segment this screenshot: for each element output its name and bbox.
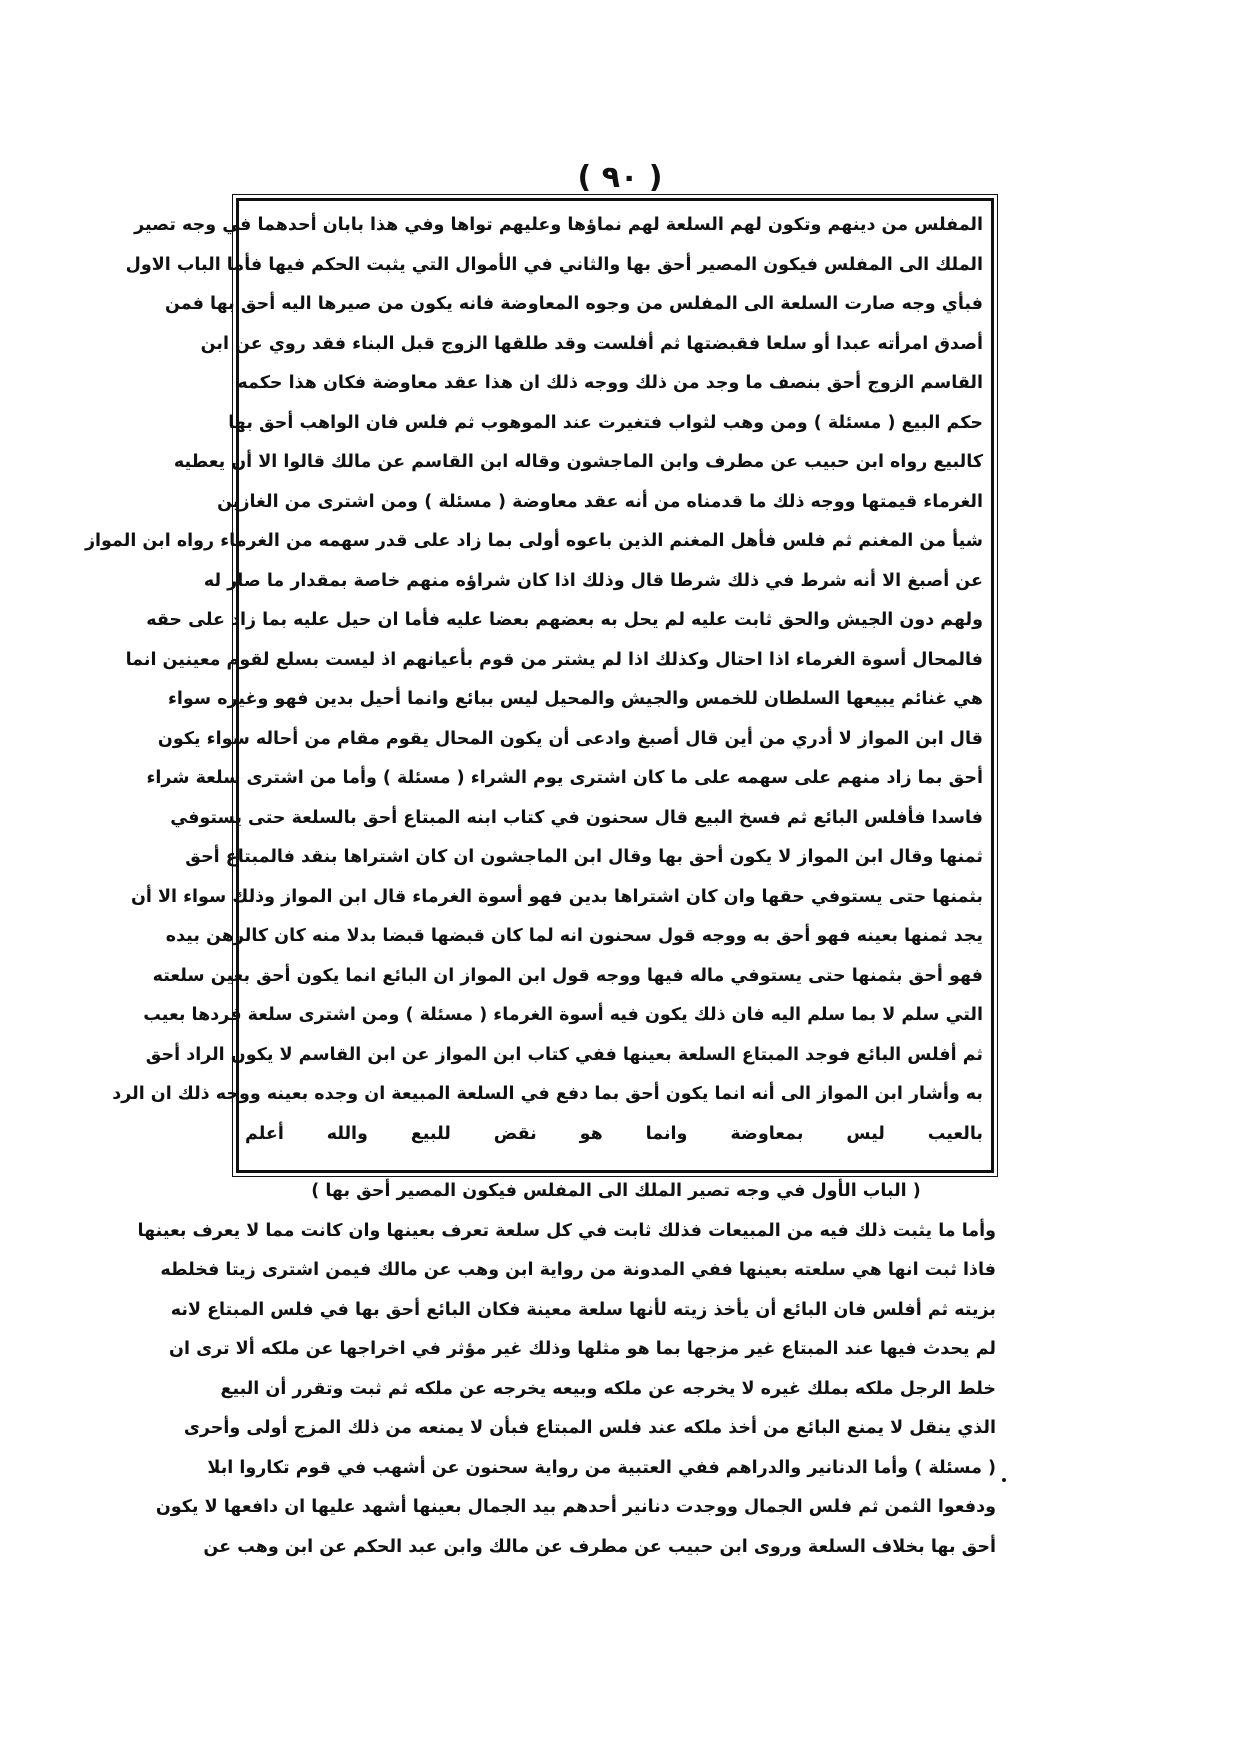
margin-dot (1002, 1478, 1006, 1482)
framed-text-line: حكم البيع ( مسئلة ) ومن وهب لثواب فتغيرت عند الموهوب ثم فلس فان الواهب أحق بها (228, 412, 983, 433)
framed-text-line: بالعيب ليس بمعاوضة وانما هو نقض للبيع والله أعلم (245, 1123, 983, 1144)
framed-text-line: ولهم دون الجيش والحق ثابت عليه لم يحل به بعضهم بعضا عليه فأما ان حيل عليه بما زاد على حقه (146, 610, 983, 630)
framed-text-line: ثمنها وقال ابن المواز لا يكون أحق بها وقال ابن الماجشون ان كان اشتراها بنقد فالمبتاع أحق (185, 847, 983, 867)
framed-text-line: قال ابن المواز لا أدري من أين قال أصبغ وادعى أن يكون المحال يقوم مقام من أحاله سواء يكون (157, 728, 983, 749)
framed-text-line: فهو أحق بثمنها حتى يستوفي ماله فيها ووجه قول ابن المواز ان البائع انما يكون أحق بعين سلعته (152, 965, 983, 986)
body-text-line: ودفعوا الثمن ثم فلس الجمال ووجدت دنانير أحدهم بيد الجمال بعينها أشهد عليها ان دافعها لا يكون (155, 1497, 996, 1517)
page-number: ( ٩٠ ) (577, 160, 663, 195)
framed-text-line: بثمنها حتى يستوفي حقها وان كان اشتراها بدين فهو أسوة الغرماء قال ابن المواز وذلك سواء الا أن (130, 886, 983, 907)
framed-text-line: شيأ من المغنم ثم فلس فأهل المغنم الذين باعوه أولى بما زاد على قدر سهمه من الغرماء رواه ابن المواز (84, 531, 983, 551)
framed-text-line: يجد ثمنها بعينه فهو أحق به ووجه قول سحنون انه لما كان قبضها قبضا بدلا منه كان كالرهن بيده (165, 926, 983, 946)
framed-text-line: أحق بما زاد منهم على سهمه على ما كان اشترى يوم الشراء ( مسئلة ) وأما من اشترى سلعة شراء (146, 768, 983, 788)
body-text-line: لم يحدث فيها عند المبتاع غير مزجها بما هو مثلها وذلك غير مؤثر في اخراجها عن ملكه ألا ترى ان (169, 1339, 996, 1359)
body-text-line: ( مسئلة ) وأما الدنانير والدراهم ففي العتبية من رواية سحنون عن أشهب في قوم تكاروا ابلا (207, 1457, 996, 1478)
body-text-line: فاذا ثبت انها هي سلعته بعينها ففي المدونة من رواية ابن وهب عن مالك فيمن اشترى زيتا فخلطه (160, 1260, 996, 1280)
framed-text-line: المفلس من دينهم وتكون لهم السلعة لهم نماؤها وعليهم تواها وفي هذا بابان أحدهما في وجه تصير (134, 215, 983, 235)
framed-text-line: فبأي وجه صارت السلعة الى المفلس من وجوه المعاوضة فانه يكون من صيرها اليه أحق بها فمن (165, 294, 983, 314)
framed-text-block (84, 206, 983, 1154)
body-text-block (137, 1172, 996, 1567)
body-text-line: خلط الرجل ملكه بملك غيره لا يخرجه عن ملكه وبيعه يخرجه عن ملكه ثم ثبت وتقرر أن البيع (220, 1378, 996, 1399)
framed-text-line: به وأشار ابن المواز الى أنه انما يكون أحق بما دفع في السلعة المبيعة ان وجده بعينه ووجه ذلك ان الرد (112, 1084, 983, 1104)
framed-text-line: الملك الى المفلس فيكون المصير أحق بها والثاني في الأموال التي يثبت الحكم فيها فأما الباب الاول (125, 254, 983, 275)
body-text-line: وأما ما يثبت ذلك فيه من المبيعات فذلك ثابت في كل سلعة تعرف بعينها وان كانت مما لا يعرف بعينها (137, 1220, 996, 1241)
body-text-line: الذي ينقل لا يمنع البائع من أخذ ملكه عند فلس المبتاع فبأن لا يمنعه من ذلك المزج أولى وأحرى (183, 1418, 996, 1438)
framed-text-line: التي سلم لا بما سلم اليه فان ذلك يكون فيه أسوة الغرماء ( مسئلة ) ومن اشترى سلعة فردها بعيب (143, 1005, 983, 1025)
framed-text-line: كالبيع رواه ابن حبيب عن مطرف وابن الماجشون وقاله ابن القاسم عن مالك قالوا الا أن يعطيه (173, 452, 983, 472)
framed-text-line: هي غنائم يبيعها السلطان للخمس والجيش والمحيل ليس ببائع وانما أحيل بدين فهو وغيره سواء (167, 689, 983, 709)
body-text-line: أحق بها بخلاف السلعة وروى ابن حبيب عن مطرف عن مالك وابن عبد الحكم عن ابن وهب عن (203, 1536, 996, 1557)
framed-text-line: أصدق امرأته عبدا أو سلعا فقبضتها ثم أفلست وقد طلقها الزوج قبل البناء فقد روي عن ابن (200, 333, 983, 354)
body-text-line: بزيته ثم أفلس فان البائع أن يأخذ زيته لأنها سلعة معينة فكان البائع أحق بها في فلس المبتاع لانه (170, 1299, 996, 1320)
framed-text-line: عن أصبغ الا أنه شرط في ذلك شرطا قال وذلك اذا كان شراؤه منهم خاصة بمقدار ما صار له (203, 570, 983, 591)
framed-text-line: القاسم الزوج أحق بنصف ما وجد من ذلك ووجه ذلك ان هذا عقد معاوضة فكان هذا حكمه (237, 373, 983, 393)
framed-text-line: فالمحال أسوة الغرماء اذا احتال وكذلك اذا لم يشتر من قوم بأعيانهم اذ ليست بسلع لقوم معينين انما (125, 649, 983, 670)
framed-text-line: فاسدا فأفلس البائع ثم فسخ البيع قال سحنون في كتاب ابنه المبتاع أحق بالسلعة حتى يستوفي (170, 807, 983, 828)
framed-text-line: الغرماء قيمتها ووجه ذلك ما قدمناه من أنه عقد معاوضة ( مسئلة ) ومن اشترى من الغازين (217, 491, 983, 512)
framed-text-line: ثم أفلس البائع فوجد المبتاع السلعة بعينها ففي كتاب ابن المواز عن ابن القاسم لا يكون الراد أحق (145, 1044, 983, 1065)
section-heading: ( الباب الأول في وجه تصير الملك الى المفلس فيكون المصير أحق بها ) (311, 1181, 921, 1201)
